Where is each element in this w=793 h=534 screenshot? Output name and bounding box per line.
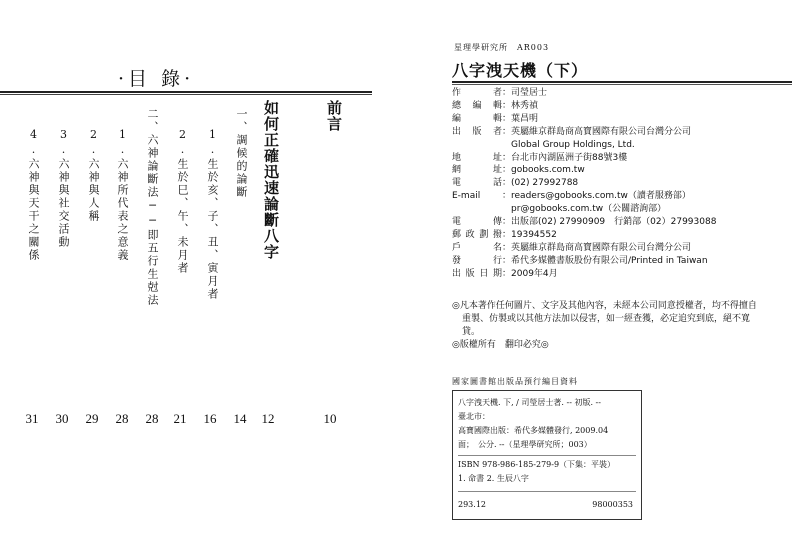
info-colon: ： <box>502 165 512 176</box>
info-colon: ： <box>502 100 512 111</box>
toc-rule-thin <box>0 94 372 95</box>
info-label: 總 編 輯 <box>452 100 502 111</box>
cip-isbn: ISBN 978-986-185-279-9（下集：平裝） <box>458 460 616 469</box>
toc-section-2-item-4: 4.六神與天干之關係 <box>27 128 40 262</box>
notice-line: 貸。 <box>462 327 481 337</box>
cip-line: 臺北市： <box>458 412 490 421</box>
info-value: 葉昌明 <box>511 113 539 124</box>
cip-separator <box>458 491 636 492</box>
publication-info-row <box>452 165 585 176</box>
page-number-section-2-item-3: 30 <box>55 411 69 426</box>
toc-preface: 前言 <box>325 100 343 132</box>
info-colon: ： <box>502 217 512 227</box>
info-label: 地 址 <box>452 152 502 163</box>
cip-line: 面； 公分. --（星理學研究所；003） <box>458 440 592 449</box>
page-number-section-2-item-2: 29 <box>85 411 99 426</box>
info-value: 司瑩居士 <box>511 88 548 98</box>
info-value: 台北市內湖區洲子街88號3樓 <box>511 152 628 163</box>
cip-line: 八字洩天機. 下, / 司瑩居士著. -- 初版. -- <box>458 398 601 407</box>
toc-section-1: 一、調候的論斷 <box>235 108 248 199</box>
notice-line: ◎凡本著作任何圖片、文字及其他內容，未經本公司同意授權者，均不得擅自 <box>452 301 757 311</box>
toc-rule <box>0 91 372 93</box>
info-colon <box>502 140 511 150</box>
info-label: 郵政劃撥 <box>452 229 502 240</box>
info-label: 電 傳 <box>452 217 502 227</box>
notice-line: 重製、仿製或以其他方法加以侵害，如一經查獲，必定追究到底，絕不寬 <box>462 314 751 324</box>
info-colon: ： <box>502 178 512 189</box>
page-number-section-1-item-2: 21 <box>173 411 187 426</box>
info-value: 英屬維京群島商高寶國際有限公司台灣分公司 <box>511 126 692 137</box>
cip-separator <box>458 455 636 456</box>
toc-heading: ·目 錄· <box>118 68 195 90</box>
info-value: readers@gobooks.com.tw（讀者服務部） <box>511 191 691 202</box>
cip-record-box <box>452 390 642 520</box>
info-colon <box>502 204 511 214</box>
page-number-chapter-1: 12 <box>261 411 275 426</box>
cip-record-number: 98000353 <box>592 500 633 509</box>
info-value: 出版部(02) 27990909 行銷部（02）27993088 <box>511 217 717 227</box>
info-value: gobooks.com.tw <box>511 165 585 176</box>
publication-info-row <box>452 191 691 202</box>
info-value: 19394552 <box>511 229 557 240</box>
info-value: 希代多媒體書版股份有限公司/Printed in Taiwan <box>511 255 708 266</box>
info-colon: ： <box>502 152 512 163</box>
info-value: (02) 27992788 <box>511 178 579 189</box>
book-title: 八字洩天機（下） <box>452 61 589 80</box>
info-label: 作 者 <box>452 88 502 98</box>
info-colon: ： <box>502 242 512 253</box>
info-colon: ： <box>502 229 512 240</box>
title-rule-thin <box>452 84 792 85</box>
info-colon: ： <box>502 255 512 266</box>
toc-chapter-1: 如何正確迅速論斷八字 <box>262 100 280 260</box>
page-number-preface: 10 <box>323 411 337 426</box>
publication-info-row <box>452 217 716 228</box>
cip-class-number: 293.12 <box>458 500 486 509</box>
cip-heading: 國家圖書館出版品預行編目資料 <box>452 377 578 386</box>
page-number-section-2: 28 <box>145 411 159 426</box>
publication-info-row <box>452 101 538 112</box>
toc-section-2: 二、六神論斷法──即五行生尅法 <box>146 108 159 307</box>
publication-info-row <box>452 88 547 99</box>
info-value: 林秀禎 <box>511 100 539 111</box>
publication-info-row <box>452 269 558 280</box>
info-colon: ： <box>502 126 512 137</box>
page-number-section-1-item-1: 16 <box>203 411 217 426</box>
colophon-page <box>440 0 793 534</box>
publication-info-row <box>452 140 635 151</box>
cip-line: 高寶國際出版：希代多媒體發行, 2009.04 <box>458 426 609 435</box>
toc-section-1-item-2: 2.生於巳、午、未月者 <box>176 128 189 275</box>
info-value: pr@gobooks.com.tw（公關諮詢部） <box>511 204 667 215</box>
info-colon: ： <box>502 113 512 124</box>
page-number-section-2-item-1: 28 <box>115 411 129 426</box>
publication-info-row <box>452 256 708 267</box>
series-code: 星理學研究所 AR003 <box>454 43 550 52</box>
copyright-notice <box>452 300 792 352</box>
info-label: 戶 名 <box>452 242 502 253</box>
info-label: 網 址 <box>452 165 502 176</box>
publication-info-row <box>452 178 578 189</box>
page-number-section-2-item-4: 31 <box>25 411 39 426</box>
info-label: E-mail <box>452 191 481 202</box>
publication-info-row <box>452 114 538 125</box>
info-value: 英屬維京群島商高寶國際有限公司台灣分公司 <box>511 242 692 253</box>
publication-info-row <box>452 153 627 164</box>
info-label: 出版日期 <box>452 268 502 279</box>
publication-info-row <box>452 230 557 241</box>
toc-section-2-item-3: 3.六神與社交活動 <box>57 128 70 249</box>
publication-info-row <box>452 243 691 254</box>
info-label: 發 行 <box>452 255 502 266</box>
cip-subjects: 1. 命書 2. 生辰八字 <box>458 474 529 483</box>
info-value: Global Group Holdings, Ltd. <box>511 139 635 150</box>
rights-reserved: ◎版權所有 翻印必究◎ <box>452 340 549 350</box>
publication-info-row <box>452 127 691 138</box>
toc-section-1-item-1: 1.生於亥、子、丑、寅月者 <box>206 128 219 301</box>
toc-section-2-item-2: 2.六神與人稱 <box>87 128 100 223</box>
toc-section-2-item-1: 1.六神所代表之意義 <box>116 128 129 262</box>
info-colon: ： <box>502 88 512 98</box>
info-colon: ： <box>502 268 512 279</box>
info-value: 2009年4月 <box>511 268 558 279</box>
title-rule <box>452 81 792 83</box>
publication-info-row <box>452 204 666 215</box>
info-label: 編 輯 <box>452 113 502 124</box>
info-label: 出 版 者 <box>452 126 502 137</box>
info-colon: ： <box>502 191 512 202</box>
info-label: 電 話 <box>452 178 502 189</box>
page-number-section-1: 14 <box>233 411 247 426</box>
